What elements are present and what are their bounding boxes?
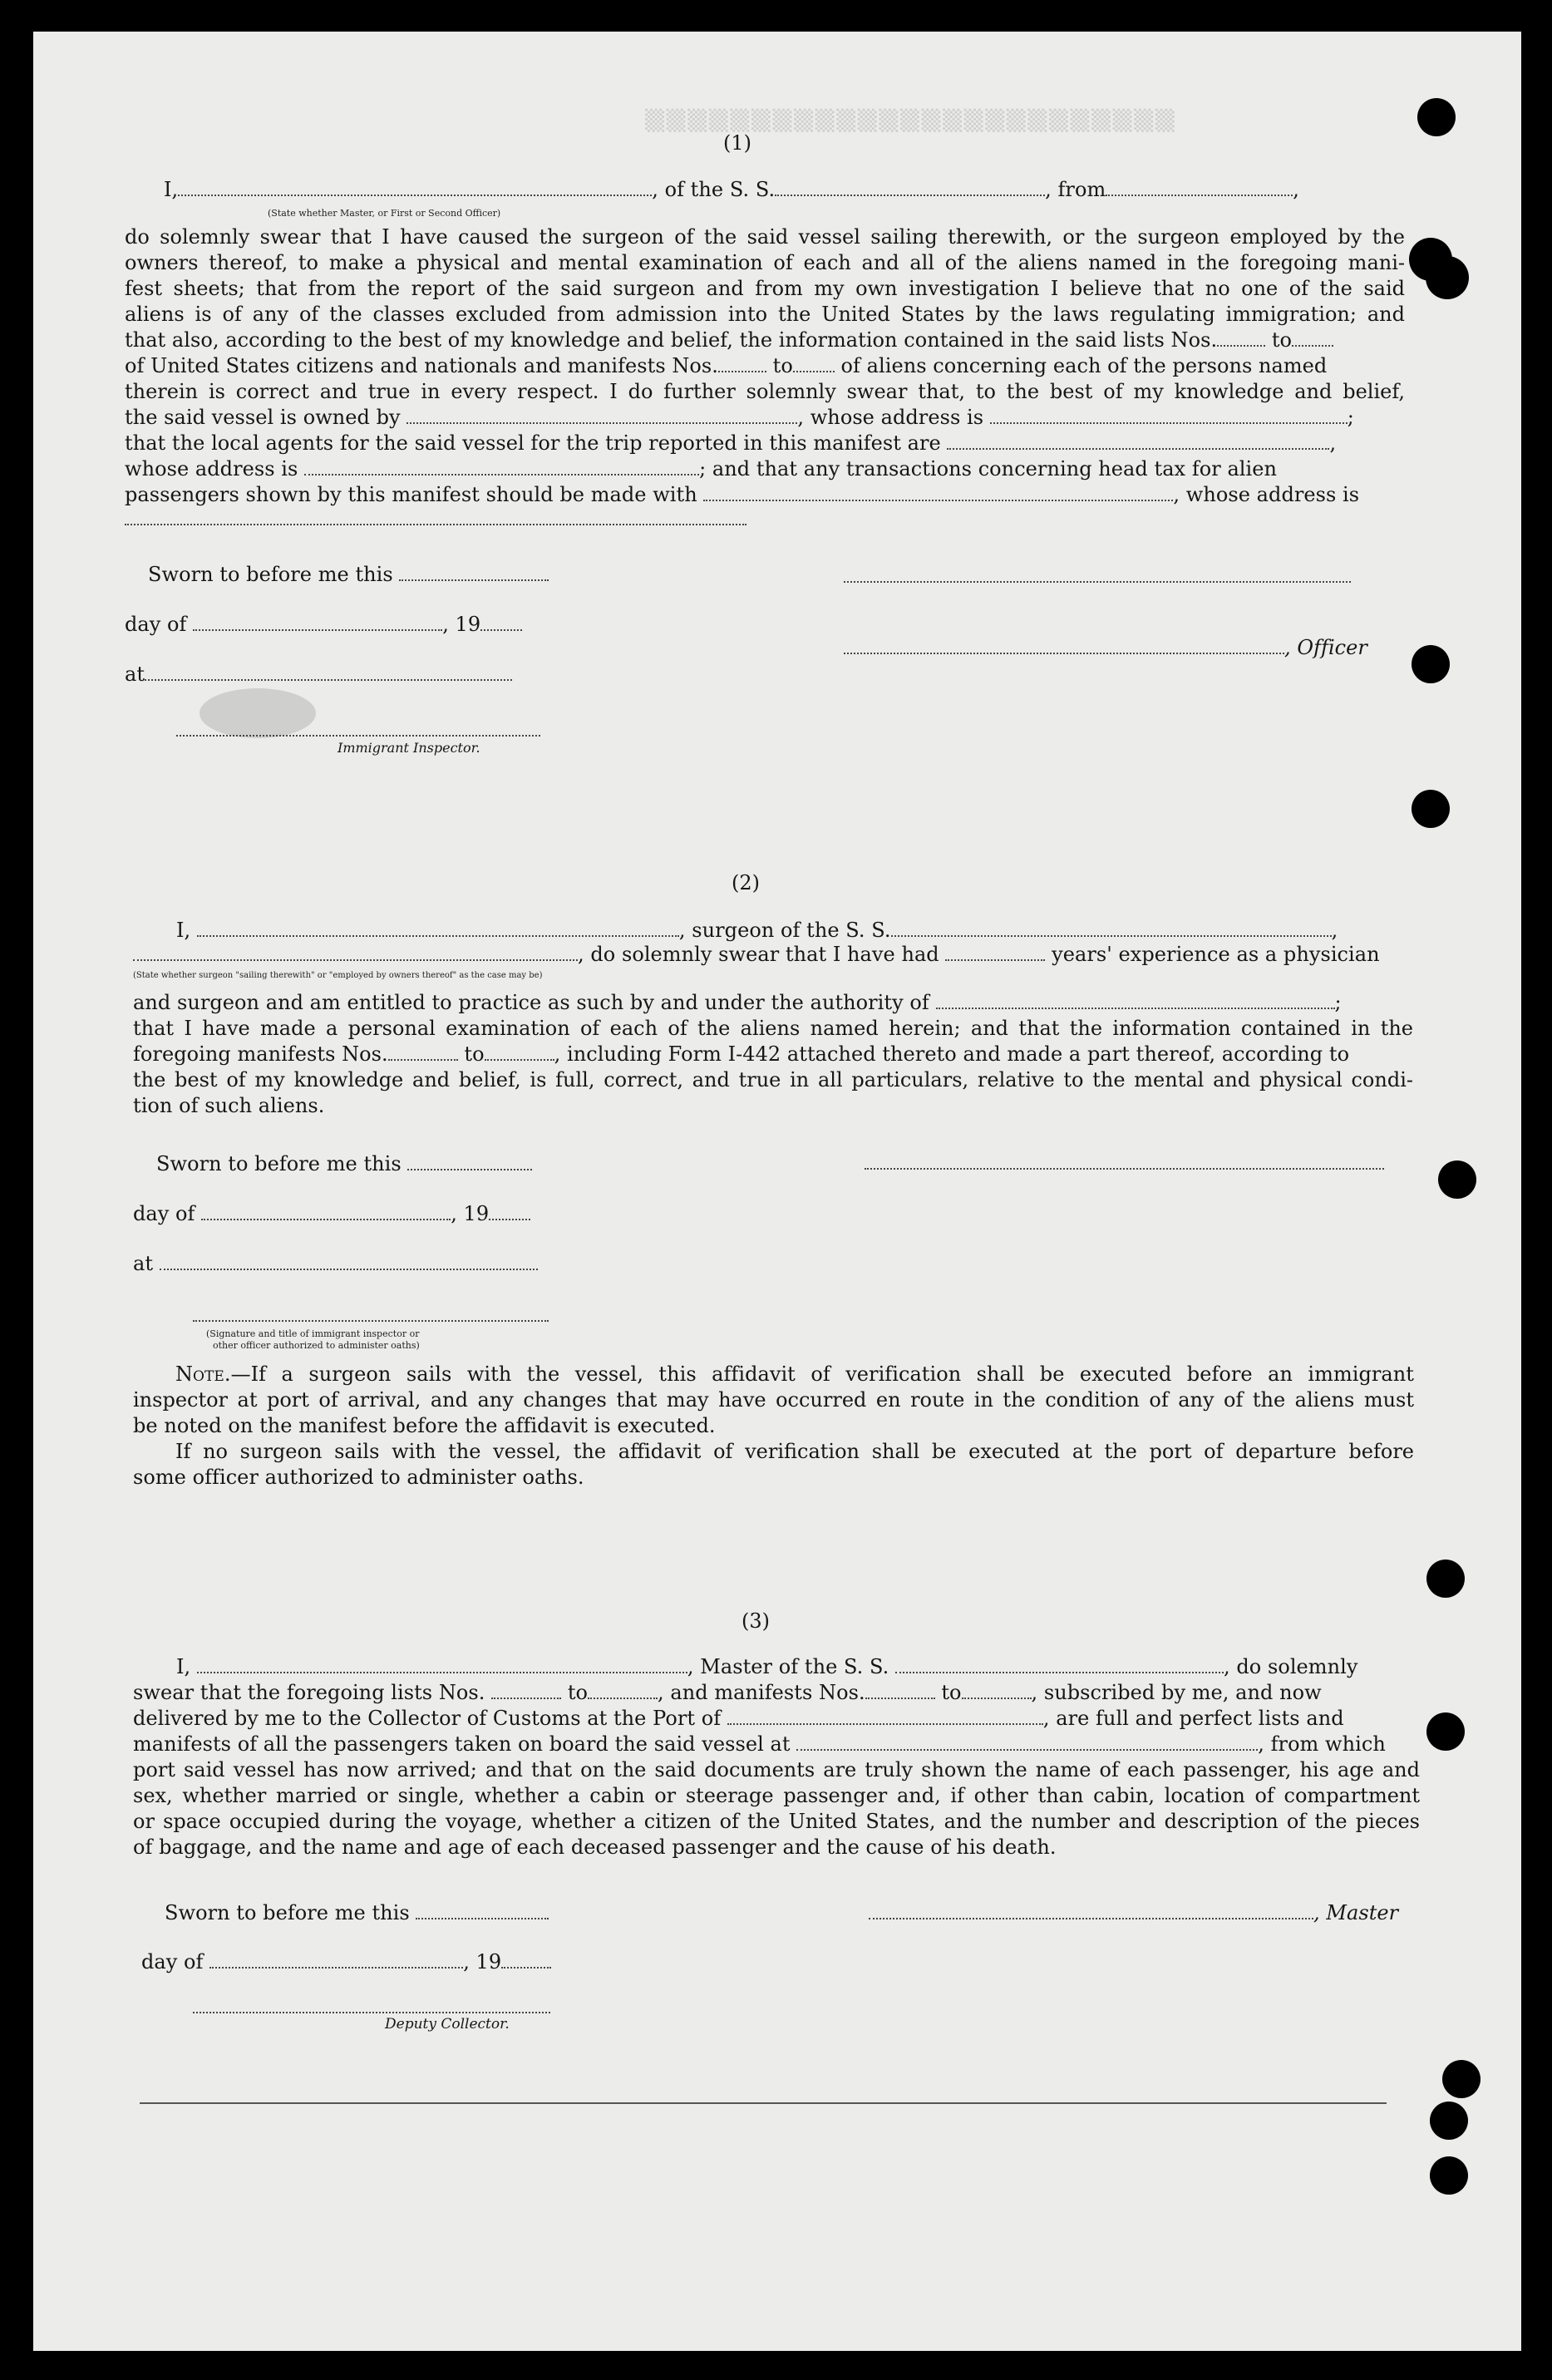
bleed-through-text: ▒▒▒▒▒▒▒▒▒▒▒▒▒▒▒▒▒▒▒▒▒▒▒▒▒ xyxy=(645,108,1177,132)
section-1-text: aliens is of any of the classes excluded from admission into the United States by the laws regulating immigration; and xyxy=(125,303,1405,326)
note-line: inspector at port of arrival, and any changes that may have occurred en route in the condition of any of the aliens must xyxy=(133,1388,1414,1412)
section-1-text: owners thereof, to make a physical and mental examination of each and all of the aliens named in the foregoing mani- xyxy=(125,251,1405,274)
punch-hole-icon xyxy=(1442,2060,1481,2098)
sworn-line: Sworn to before me this xyxy=(156,1151,532,1176)
section-3-line-4: manifests of all the passengers taken on board the said vessel at , from which xyxy=(133,1732,1386,1756)
section-1-line-1: I, , of the S. S. , from , xyxy=(164,178,1299,201)
agent-address-line: whose address is ; and that any transactions concerning head tax for alien xyxy=(125,457,1278,480)
form-page xyxy=(33,32,1521,2351)
authority-line: and surgeon and am entitled to practice as such by and under the authority of ; xyxy=(133,991,1342,1014)
section-3-text: of baggage, and the name and age of each deceased passenger and the cause of his death. xyxy=(133,1836,1057,1859)
section-1-text: do solemnly swear that I have caused the surgeon of the said vessel sailing therewith, or the surgeon employed by the xyxy=(125,225,1405,249)
section-3-line-1: I, , Master of the S. S. , do solemnly xyxy=(176,1655,1358,1678)
section-3-text: port said vessel has now arrived; and that on the said documents are truly shown the name of each passenger, his age and xyxy=(133,1758,1420,1781)
bottom-rule xyxy=(140,2102,1387,2104)
sworn-line: Sworn to before me this xyxy=(148,562,549,587)
deputy-signature-line xyxy=(193,2012,550,2013)
deputy-caption: Deputy Collector. xyxy=(385,2016,510,2033)
section-2-text: the best of my knowledge and belief, is full, correct, and true in all particulars, relative to the mental and physical condi- xyxy=(133,1068,1413,1091)
section-1-manifests-line: of United States citizens and nationals and manifests Nos. to of aliens concerning each of the persons named xyxy=(125,354,1328,377)
local-agents-line: that the local agents for the said vessel for the trip reported in this manifest are , xyxy=(125,431,1337,455)
inspector-caption: Immigrant Inspector. xyxy=(337,740,480,756)
section-2-text: tion of such aliens. xyxy=(133,1094,325,1117)
section-2-number: (2) xyxy=(732,871,760,894)
punch-hole-icon xyxy=(1430,2156,1468,2195)
note-line: some officer authorized to administer oaths. xyxy=(133,1466,584,1489)
punch-hole-icon xyxy=(1438,1160,1476,1199)
signature-caption: (Signature and title of immigrant inspector or xyxy=(206,1328,420,1339)
sworn-line: Sworn to before me this xyxy=(165,1900,549,1925)
punch-hole-icon xyxy=(1417,98,1456,136)
section-1-number: (1) xyxy=(723,131,751,155)
section-3-line-3: delivered by me to the Collector of Customs at the Port of , are full and perfect lists and xyxy=(133,1707,1344,1730)
master-signature-line: , Master xyxy=(869,1900,1398,1925)
day-line: day of , 19 xyxy=(141,1949,551,1974)
foregoing-line: foregoing manifests Nos. to , including Form I-442 attached thereto and made a part thereof, according to xyxy=(133,1042,1350,1066)
note-line: be noted on the manifest before the affidavit is executed. xyxy=(133,1414,716,1437)
section-2-line-1: I, , surgeon of the S. S. , xyxy=(176,919,1338,942)
section-3-text: or space occupied during the voyage, whether a citizen of the United States, and the number and description of the pieces xyxy=(133,1810,1420,1833)
section-1-text: therein is correct and true in every respect. I do further solemnly swear that, to the best of my knowledge and belief, xyxy=(125,380,1405,403)
section-3-number: (3) xyxy=(742,1609,770,1633)
officer-line: , Officer xyxy=(844,635,1367,660)
address-blank xyxy=(125,524,746,525)
section-2-line-2: , do solemnly swear that I have had years' experience as a physician xyxy=(133,942,1380,967)
punch-hole-icon xyxy=(1412,645,1450,683)
note-line: If no surgeon sails with the vessel, the affidavit of verification shall be executed at the port of departure before xyxy=(175,1440,1414,1463)
punch-hole-icon xyxy=(1412,790,1450,828)
punch-hole-icon xyxy=(1426,1712,1465,1751)
owner-line: the said vessel is owned by , whose address is ; xyxy=(125,406,1354,429)
rank-caption: (State whether Master, or First or Second Officer) xyxy=(268,208,501,219)
section-1-text: fest sheets; that from the report of the said surgeon and from my own investigation I believe that no one of the said xyxy=(125,277,1405,300)
surgeon-signature-line xyxy=(865,1168,1384,1170)
section-1-lists-line: that also, according to the best of my knowledge and belief, the information contained in the said lists Nos. to xyxy=(125,328,1333,352)
day-line: day of , 19 xyxy=(125,612,522,637)
inspector-signature-line xyxy=(176,735,540,737)
punch-hole-icon xyxy=(1430,2102,1468,2140)
section-2-text: that I have made a personal examination of each of the aliens named herein; and that the information contained in the xyxy=(133,1017,1413,1040)
surgeon-caption: (State whether surgeon "sailing therewith" or "employed by owners thereof" as the case may be) xyxy=(133,971,543,980)
section-3-text: sex, whether married or single, whether a cabin or steerage passenger and, if other than cabin, location of compartment xyxy=(133,1784,1420,1807)
punch-hole-icon xyxy=(1426,256,1469,299)
punch-hole-icon xyxy=(1426,1560,1465,1598)
at-line: at xyxy=(125,662,512,687)
note-line: Note.—If a surgeon sails with the vessel, this affidavit of verification shall be executed before an immigrant xyxy=(175,1362,1414,1386)
official-signature-line xyxy=(193,1320,549,1322)
officer-signature-line xyxy=(844,581,1351,583)
stain-mark xyxy=(200,688,316,738)
section-3-line-2: swear that the foregoing lists Nos. to , and manifests Nos. to , subscribed by me, and now xyxy=(133,1681,1322,1704)
at-line: at xyxy=(133,1251,538,1276)
head-tax-line: passengers shown by this manifest should be made with , whose address is xyxy=(125,483,1360,506)
signature-caption: other officer authorized to administer oaths) xyxy=(213,1340,420,1351)
day-line: day of , 19 xyxy=(133,1201,530,1226)
